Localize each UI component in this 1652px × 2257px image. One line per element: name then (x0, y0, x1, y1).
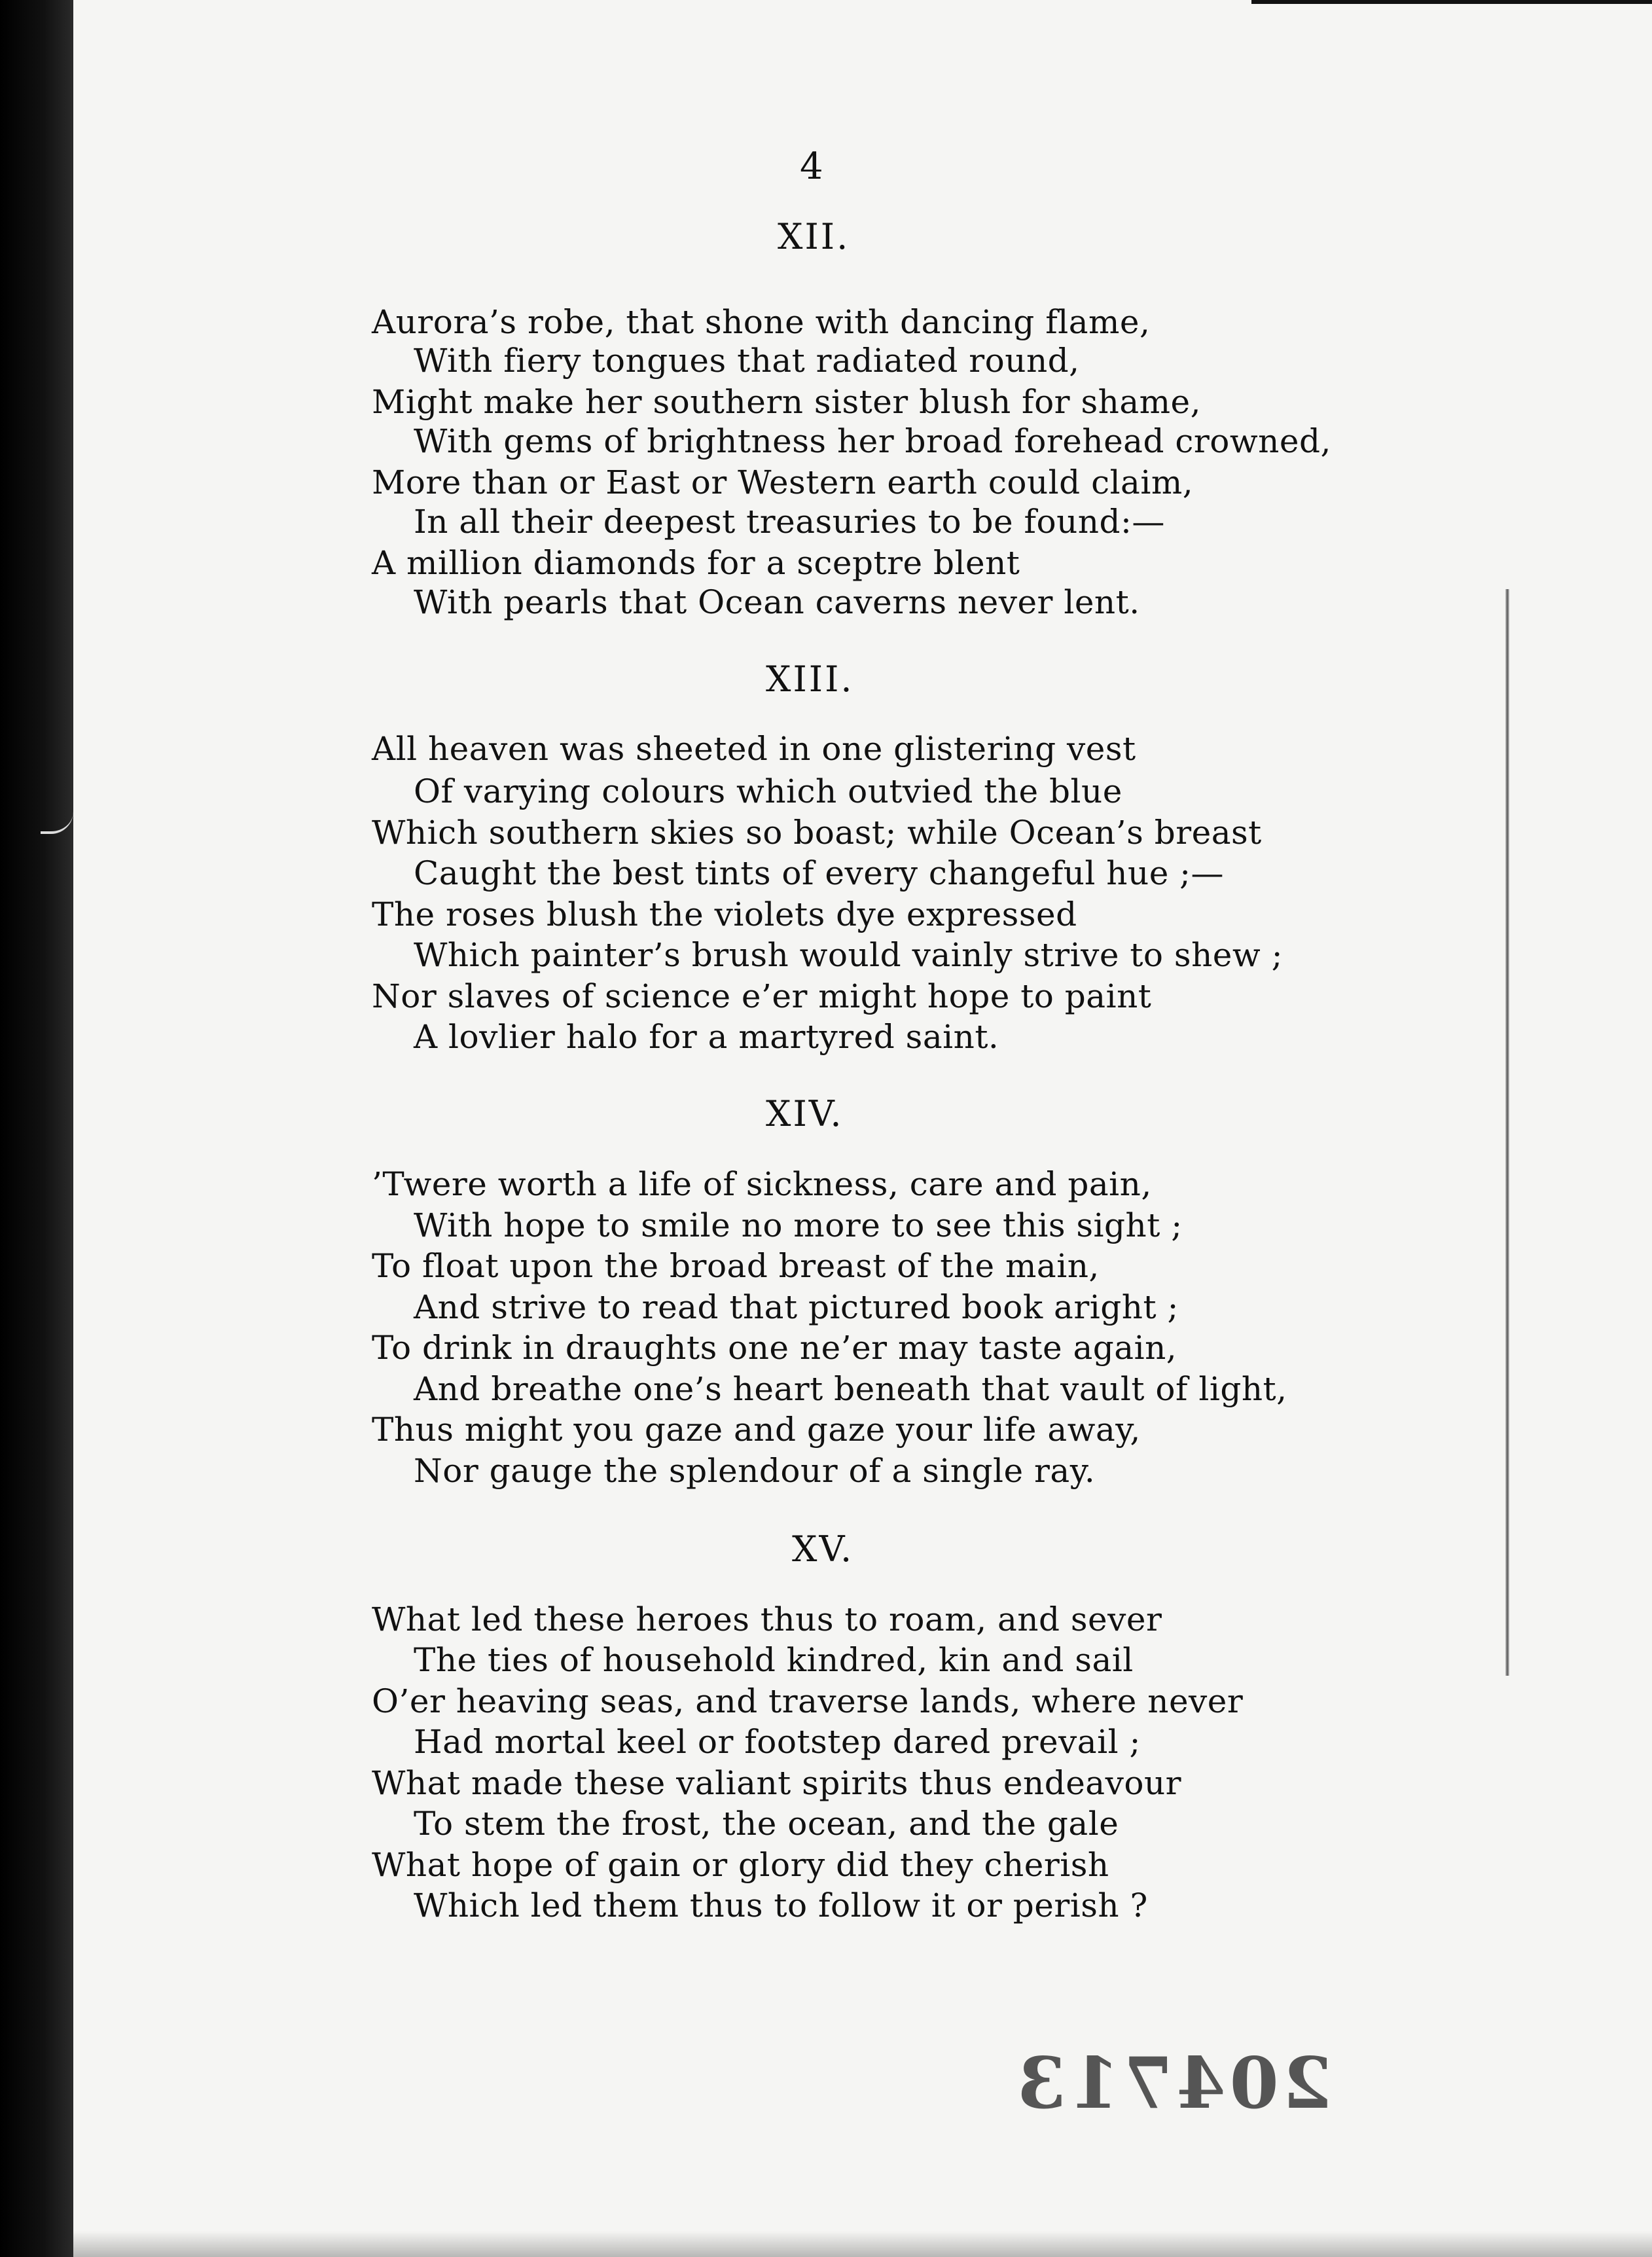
poem-line: ’Twere worth a life of sickness, care and pain, (372, 1165, 1152, 1203)
poem-line: Nor slaves of science e’er might hope to paint (372, 977, 1152, 1015)
poem-line: Of varying colours which outvied the blue (414, 772, 1122, 810)
poem-line: What hope of gain or glory did they cherish (372, 1846, 1109, 1884)
poem-line: Which led them thus to follow it or perish ? (414, 1887, 1148, 1924)
poem-line: And strive to read that pictured book aright ; (414, 1288, 1179, 1326)
poem-line: Thus might you gaze and gaze your life away, (372, 1411, 1141, 1449)
poem-line: A lovlier halo for a martyred saint. (414, 1018, 999, 1056)
poem-line: With gems of brightness her broad forehead crowned, (414, 422, 1331, 460)
stanza-numeral: XII. (778, 216, 850, 257)
scan-bottom-shadow (73, 2231, 1652, 2257)
poem-line: A million diamonds for a sceptre blent (372, 544, 1020, 582)
poem-line: With fiery tongues that radiated round, (414, 342, 1080, 380)
poem-line: Might make her southern sister blush for shame, (372, 383, 1202, 421)
poem-line: Aurora’s robe, that shone with dancing flame, (372, 303, 1151, 341)
poem-line: What made these valiant spirits thus endeavour (372, 1764, 1182, 1802)
binding-line (1505, 589, 1509, 1676)
poem-line: More than or East or Western earth could claim, (372, 463, 1194, 501)
poem-line: Which painter’s brush would vainly strive to shew ; (414, 936, 1283, 974)
poem-line: Had mortal keel or footstep dared prevail ; (414, 1723, 1141, 1761)
poem-line: Nor gauge the splendour of a single ray. (414, 1452, 1096, 1490)
poem-line: All heaven was sheeted in one glistering vest (372, 730, 1136, 768)
poem-line: To drink in draughts one ne’er may taste again, (372, 1329, 1177, 1367)
top-rule (1251, 0, 1652, 4)
stanza-numeral: XIII. (766, 659, 854, 700)
poem-line: Caught the best tints of every changeful hue ;— (414, 854, 1225, 892)
poem-line: Which southern skies so boast; while Ocean’s breast (372, 814, 1262, 852)
poem-line: In all their deepest treasuries to be found:— (414, 503, 1165, 541)
poem-line: And breathe one’s heart beneath that vault of light, (414, 1370, 1287, 1408)
poem-line: O’er heaving seas, and traverse lands, where never (372, 1682, 1244, 1720)
poem-line: What led these heroes thus to roam, and sever (372, 1600, 1162, 1638)
poem-line: The roses blush the violets dye expressed (372, 895, 1077, 933)
poem-line: To float upon the broad breast of the main, (372, 1247, 1100, 1285)
poem-line: With pearls that Ocean caverns never lent. (414, 583, 1140, 621)
library-stamp: 204713 (1013, 2042, 1332, 2125)
scan-left-edge (0, 0, 73, 2257)
stanza-numeral: XIV. (766, 1093, 844, 1134)
poem-line: To stem the frost, the ocean, and the gale (414, 1805, 1119, 1843)
poem-line: With hope to smile no more to see this sight ; (414, 1206, 1183, 1244)
stanza-numeral: XV. (792, 1528, 854, 1570)
poem-line: The ties of household kindred, kin and sail (414, 1641, 1134, 1679)
page-number: 4 (800, 145, 823, 188)
